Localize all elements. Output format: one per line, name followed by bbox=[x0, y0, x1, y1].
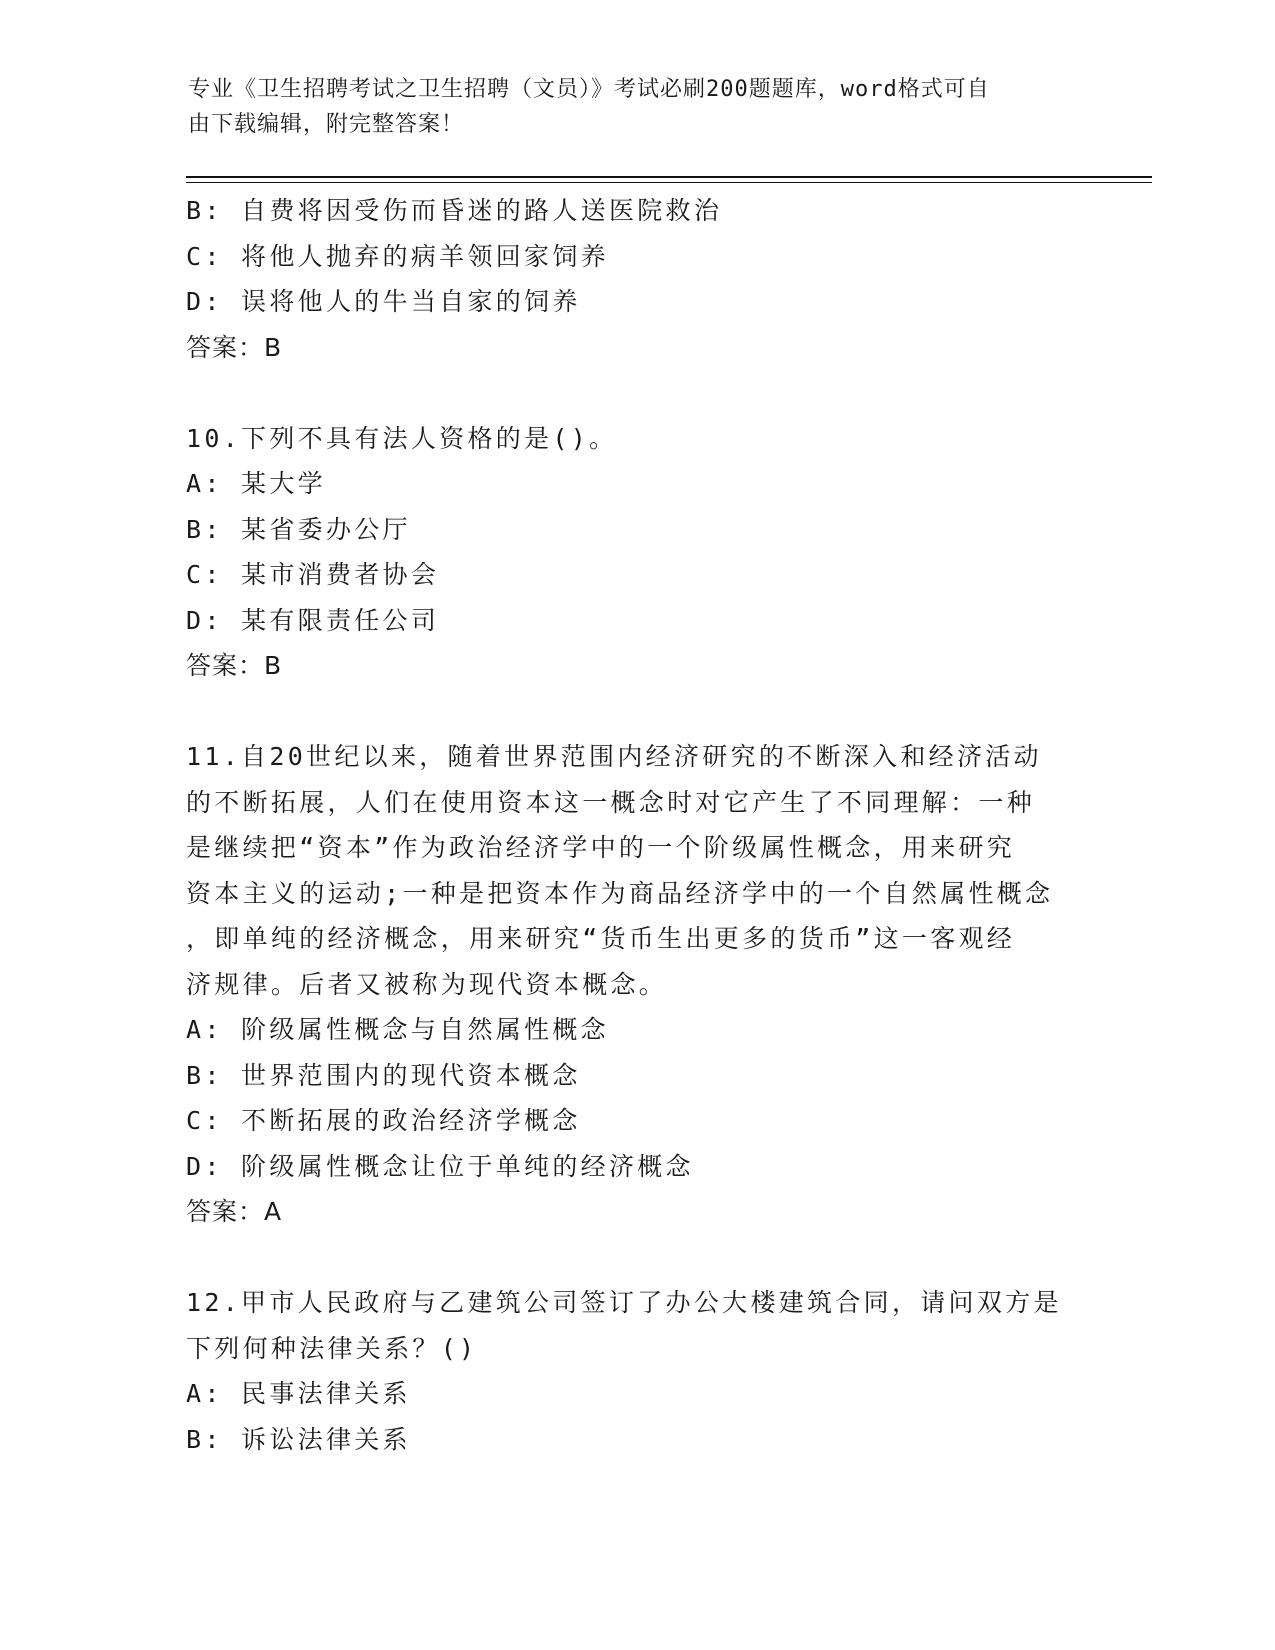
q12-stem-line: 12.甲市人民政府与乙建筑公司签订了办公大楼建筑合同，请问双方是 bbox=[186, 1288, 1062, 1317]
q12-option-b: B: 诉讼法律关系 bbox=[186, 1424, 411, 1454]
q9-answer: 答案：B bbox=[186, 332, 283, 362]
header-rule-thick bbox=[186, 176, 1152, 178]
q10-option-a: A: 某大学 bbox=[186, 469, 326, 498]
document-header bbox=[188, 72, 1068, 142]
q12-option-a: A: 民事法律关系 bbox=[186, 1379, 411, 1408]
q10-option-c: C: 某市消费者协会 bbox=[186, 560, 440, 589]
spacer bbox=[186, 370, 1086, 416]
q11-stem-line: 是继续把“资本”作为政治经济学中的一个阶级属性概念，用来研究 bbox=[186, 833, 1016, 862]
q11-stem-line: 资本主义的运动;一种是把资本作为商品经济学中的一个自然属性概念 bbox=[186, 878, 1054, 908]
header-rule-thin bbox=[186, 182, 1152, 183]
header-line-2: 由下载编辑，附完整答案！ bbox=[188, 112, 465, 137]
q10-option-d: D: 某有限责任公司 bbox=[186, 605, 440, 635]
header-line-1: 专业《卫生招聘考试之卫生招聘（文员）》考试必刷200题题库，word格式可自 bbox=[188, 77, 990, 102]
q11-option-d: D: 阶级属性概念让位于单纯的经济概念 bbox=[186, 1151, 694, 1181]
q9-option-c: C: 将他人抛弃的病羊领回家饲养 bbox=[186, 241, 609, 271]
spacer bbox=[186, 1235, 1086, 1281]
q11-answer: 答案：A bbox=[186, 1197, 283, 1226]
q9-option-d: D: 误将他人的牛当自家的饲养 bbox=[186, 287, 581, 316]
q11-option-a: A: 阶级属性概念与自然属性概念 bbox=[186, 1015, 609, 1044]
spacer bbox=[186, 689, 1086, 735]
q11-stem-line: 济规律。后者又被称为现代资本概念。 bbox=[186, 969, 668, 999]
question-content bbox=[186, 188, 1086, 1462]
q9-option-b: B: 自费将因受伤而昏迷的路人送医院救治 bbox=[186, 196, 723, 225]
q12-stem-line: 下列何种法律关系？() bbox=[186, 1333, 478, 1363]
q10-stem: 10.下列不具有法人资格的是()。 bbox=[186, 423, 618, 453]
q11-stem-line: ，即单纯的经济概念，用来研究“货币生出更多的货币”这一客观经 bbox=[186, 924, 1016, 953]
q11-stem-line: 的不断拓展，人们在使用资本这一概念时对它产生了不同理解：一种 bbox=[186, 787, 1036, 817]
q11-option-b: B: 世界范围内的现代资本概念 bbox=[186, 1060, 581, 1090]
q10-answer: 答案：B bbox=[186, 651, 283, 680]
q11-option-c: C: 不断拓展的政治经济学概念 bbox=[186, 1106, 581, 1135]
q10-option-b: B: 某省委办公厅 bbox=[186, 514, 411, 544]
q11-stem-line: 11.自20世纪以来，随着世界范围内经济研究的不断深入和经济活动 bbox=[186, 742, 1042, 771]
